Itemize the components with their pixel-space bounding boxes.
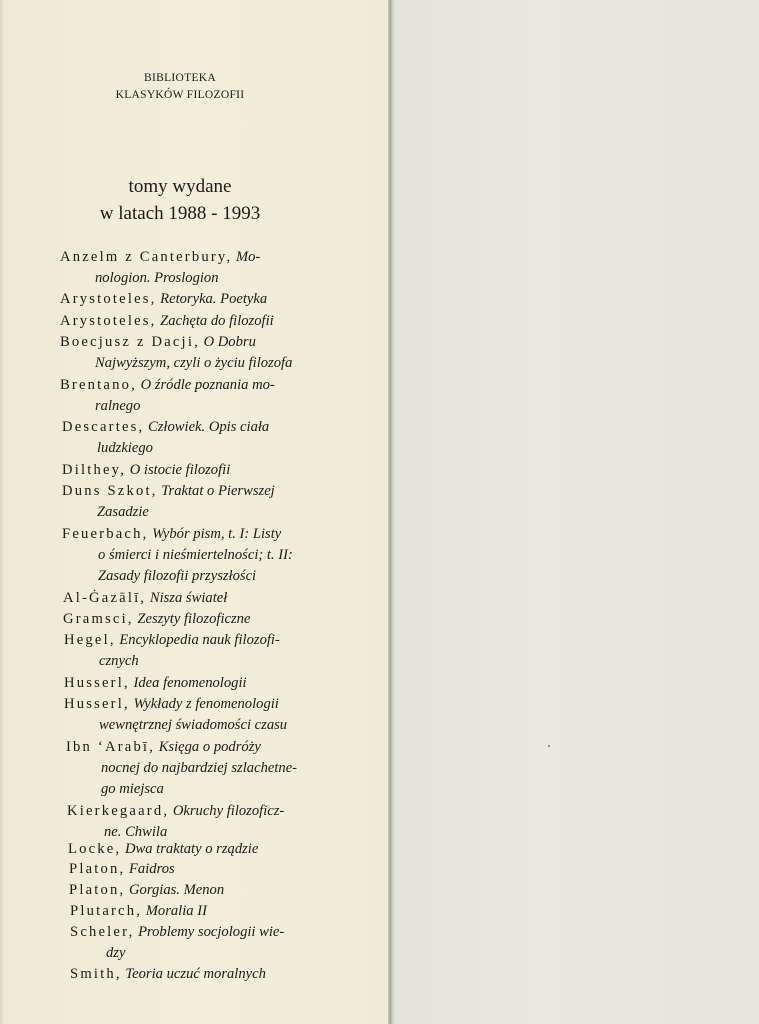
book-list-line (60, 291, 267, 308)
book-author: Anzelm z Canterbury, (60, 249, 233, 265)
book-title: O Dobru (199, 334, 256, 350)
book-author: Scheler, (70, 924, 135, 940)
book-author: Kierkegaard, (67, 803, 170, 819)
book-title: Najwyższym, czyli o życiu filozofa (95, 355, 293, 371)
book-title: Księga o podróży (155, 739, 261, 755)
book-title: Faidros (125, 861, 175, 877)
book-title: Teoria uczuć moralnych (121, 966, 266, 982)
book-author: Arystoteles, (60, 313, 157, 329)
paper-speck (548, 745, 550, 747)
book-title: o śmierci i nieśmiertelności; t. II: (98, 547, 293, 563)
book-title: Człowiek. Opis ciała (144, 419, 270, 435)
book-list-line (101, 760, 297, 777)
book-title: Mo- (232, 249, 261, 265)
book-list-line (60, 313, 274, 330)
book-author: Platon, (69, 861, 126, 877)
book-title: nocnej do najbardziej szlachetne- (101, 760, 298, 776)
book-title: cznych (99, 653, 139, 669)
book-title: Okruchy filozoficz- (169, 803, 285, 819)
book-title: ludzkiego (97, 440, 153, 456)
book-title: Wykłady z fenomenologii (129, 696, 279, 712)
book-title: Zasadzie (97, 504, 149, 520)
book-list-line (101, 781, 164, 798)
book-author: Descartes, (62, 419, 145, 435)
book-list-line (99, 717, 287, 734)
book-title: Dwa traktaty o rządzie (121, 841, 259, 857)
book-list-line (64, 632, 280, 649)
book-title: Problemy socjologii wie- (134, 924, 285, 940)
book-list-line (70, 903, 207, 920)
book-title: Zasady filozofii przyszłości (98, 568, 257, 584)
book-list-line (60, 377, 275, 394)
book-author: Boecjusz z Dacji, (60, 334, 200, 350)
book-author: Dilthey, (62, 462, 127, 478)
book-title: Nisza świateł (146, 590, 228, 606)
book-author: Feuerbach, (62, 526, 149, 542)
book-author: Brentano, (60, 377, 137, 393)
book-title: Moralia II (142, 903, 207, 919)
book-title: wewnętrznej świadomości czasu (99, 717, 288, 733)
book-author: Smith, (70, 966, 122, 982)
book-author: Hegel, (64, 632, 116, 648)
book-author: Duns Szkot, (62, 483, 158, 499)
book-author: Arystoteles, (60, 291, 157, 307)
flap-edge (388, 0, 391, 1024)
book-list-line (69, 882, 224, 899)
book-author: Husserl, (64, 675, 130, 691)
book-list-line (95, 398, 140, 415)
book-title: ne. Chwila (104, 824, 168, 840)
book-list-line (98, 547, 293, 564)
book-list-line (70, 924, 284, 941)
book-author: Ibn ʻArabī, (66, 739, 156, 755)
book-list-line (60, 249, 260, 266)
book-title: Idea fenomenologii (129, 675, 247, 691)
book-title: Retoryka. Poetyka (156, 291, 268, 307)
book-title: Wybór pism, t. I: Listy (148, 526, 282, 542)
book-list-line (98, 568, 256, 585)
book-list-line (64, 675, 247, 692)
book-title: Encyklopedia nauk filozofi- (115, 632, 280, 648)
list-heading-line1: tomy wydane (128, 176, 232, 197)
book-author: Husserl, (64, 696, 130, 712)
book-list-line (97, 440, 153, 457)
book-list-line (95, 270, 219, 287)
book-author: Al-Ġazālī, (63, 590, 147, 606)
book-author: Gramsci, (63, 611, 134, 627)
book-list-line (99, 653, 139, 670)
book-list-line (69, 861, 175, 878)
book-title: O źródle poznania mo- (136, 377, 275, 393)
book-title: Traktat o Pierwszej (157, 483, 275, 499)
book-list-line (63, 590, 227, 607)
book-list-line (62, 526, 281, 543)
back-cover-paper (390, 0, 759, 1024)
book-list-line (67, 803, 284, 820)
book-list-line (60, 334, 256, 351)
series-title-line2: KLASYKÓW FILOZOFII (115, 89, 245, 101)
series-title-line1: BIBLIOTEKA (144, 72, 216, 84)
book-title: go miejsca (101, 781, 164, 797)
book-title: Gorgias. Menon (125, 882, 225, 898)
list-heading-line2: w latach 1988 - 1993 (99, 203, 261, 224)
book-list-line (66, 739, 261, 756)
book-title: nologion. Proslogion (95, 270, 219, 286)
book-title: Zachęta do filozofii (156, 313, 274, 329)
book-list-line (104, 824, 167, 841)
book-list-line (95, 355, 292, 372)
book-author: Locke, (68, 841, 122, 857)
book-author: Platon, (69, 882, 126, 898)
book-title: O istocie filozofii (126, 462, 231, 478)
book-title: ralnego (95, 398, 141, 414)
book-title: dzy (106, 945, 126, 961)
book-list-line (62, 483, 275, 500)
book-list-line (62, 462, 230, 479)
book-title: Zeszyty filozoficzne (133, 611, 251, 627)
book-list-line (68, 841, 258, 858)
book-author: Plutarch, (70, 903, 143, 919)
book-list-line (106, 945, 125, 962)
book-list-line (97, 504, 149, 521)
book-list-line (70, 966, 266, 983)
book-list-line (64, 696, 279, 713)
book-list-line (62, 419, 269, 436)
book-list-line (63, 611, 250, 628)
